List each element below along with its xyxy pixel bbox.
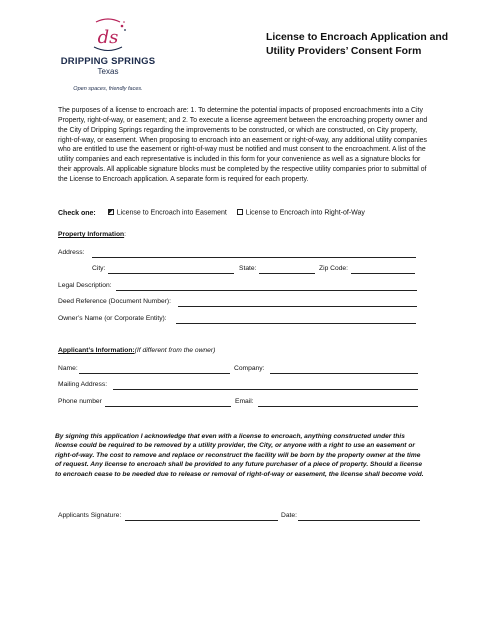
state-label: State: (239, 265, 257, 272)
company-field[interactable] (270, 373, 418, 374)
email-label: Email: (235, 398, 254, 405)
logo-mark-icon (88, 16, 128, 56)
legal-description-field[interactable] (116, 290, 417, 291)
email-field[interactable] (258, 406, 418, 407)
state-field[interactable] (259, 273, 315, 274)
owner-name-field[interactable] (176, 323, 416, 324)
mailing-address-field[interactable] (113, 389, 418, 390)
city-label: City: (92, 265, 106, 272)
mailing-address-label: Mailing Address: (58, 381, 108, 388)
form-title: License to Encroach Application and Utility Providers’ Consent Form (266, 32, 449, 57)
intro-paragraph: The purposes of a license to encroach are: 1. To determine the potential impacts of proposed encroachments into a City Property, right-of-way, or easement; and 2. To execute a license agreement between the encroaching property owner and the City of Dripping Springs regarding the improvements to be constructed, or which are constructed, on City property, right-of-way, or easement. When proposing to encroach into an easement or right-of-way, any additional utility companies who are entitled to use the easement or right-of-way must be notified and must consent to the encroachment. A list of the utility companies and each representative is included in this form for your convenience as well as a signature blocks for their approvals. All applicable signature blocks must be completed by the respective utility companies prior to submittal of the License to Encroach application. A separate form is required for each property. (58, 107, 428, 183)
address-field[interactable] (92, 257, 416, 258)
company-label: Company: (234, 365, 265, 372)
property-section-heading: Property Information: (58, 231, 126, 238)
check-one-label: Check one: (58, 209, 96, 217)
phone-number-field[interactable] (105, 406, 231, 407)
applicant-name-field[interactable] (79, 373, 230, 374)
easement-checkbox[interactable] (108, 209, 114, 215)
right-of-way-checkbox[interactable] (237, 209, 243, 215)
address-label: Address: (58, 249, 85, 256)
applicant-section-heading: Applicant’s Information:(If different from the owner) (58, 347, 216, 354)
city-field[interactable] (108, 273, 234, 274)
svg-text:ds: ds (97, 27, 119, 48)
applicant-signature-label: Applicants Signature: (58, 512, 122, 519)
phone-number-label: Phone number (58, 398, 102, 405)
zip-label: Zip Code: (319, 265, 348, 272)
deed-reference-label: Deed Reference (Document Number): (58, 298, 171, 305)
signature-date-label: Date: (281, 512, 297, 519)
dripping-springs-logo (58, 16, 158, 96)
zip-field[interactable] (351, 273, 415, 274)
legal-description-label: Legal Description: (58, 282, 112, 289)
deed-reference-field[interactable] (178, 306, 417, 307)
easement-option-label: License to Encroach into Easement (116, 209, 227, 217)
brand-state: Texas (97, 67, 119, 76)
right-of-way-option-label: License to Encroach into Right-of-Way (245, 209, 365, 217)
acknowledgement-paragraph: By signing this application I acknowledge that even with a license to encroach, anything constructed under this license could be required to be removed by a utility provider, the City, or anyone with a right to use an easement or right-of-way. The cost to remove and replace or reconstruct the facility will be born by the property owner at the time of request. Any license to encroach shall be provided to any future purchaser of a piece of property. Should a license to encroach cease to be needed due to release or removal of right-of-way or easement, the license shall become void. (55, 433, 424, 478)
brand-tagline: Open spaces, friendly faces. (73, 86, 143, 92)
owner-name-label: Owner’s Name (or Corporate Entity): (58, 315, 167, 322)
applicant-signature-field[interactable] (125, 520, 278, 521)
applicant-name-label: Name: (58, 365, 78, 372)
brand-name: DRIPPING SPRINGS (60, 56, 156, 67)
signature-date-field[interactable] (298, 520, 420, 521)
check-one-row (58, 209, 365, 217)
